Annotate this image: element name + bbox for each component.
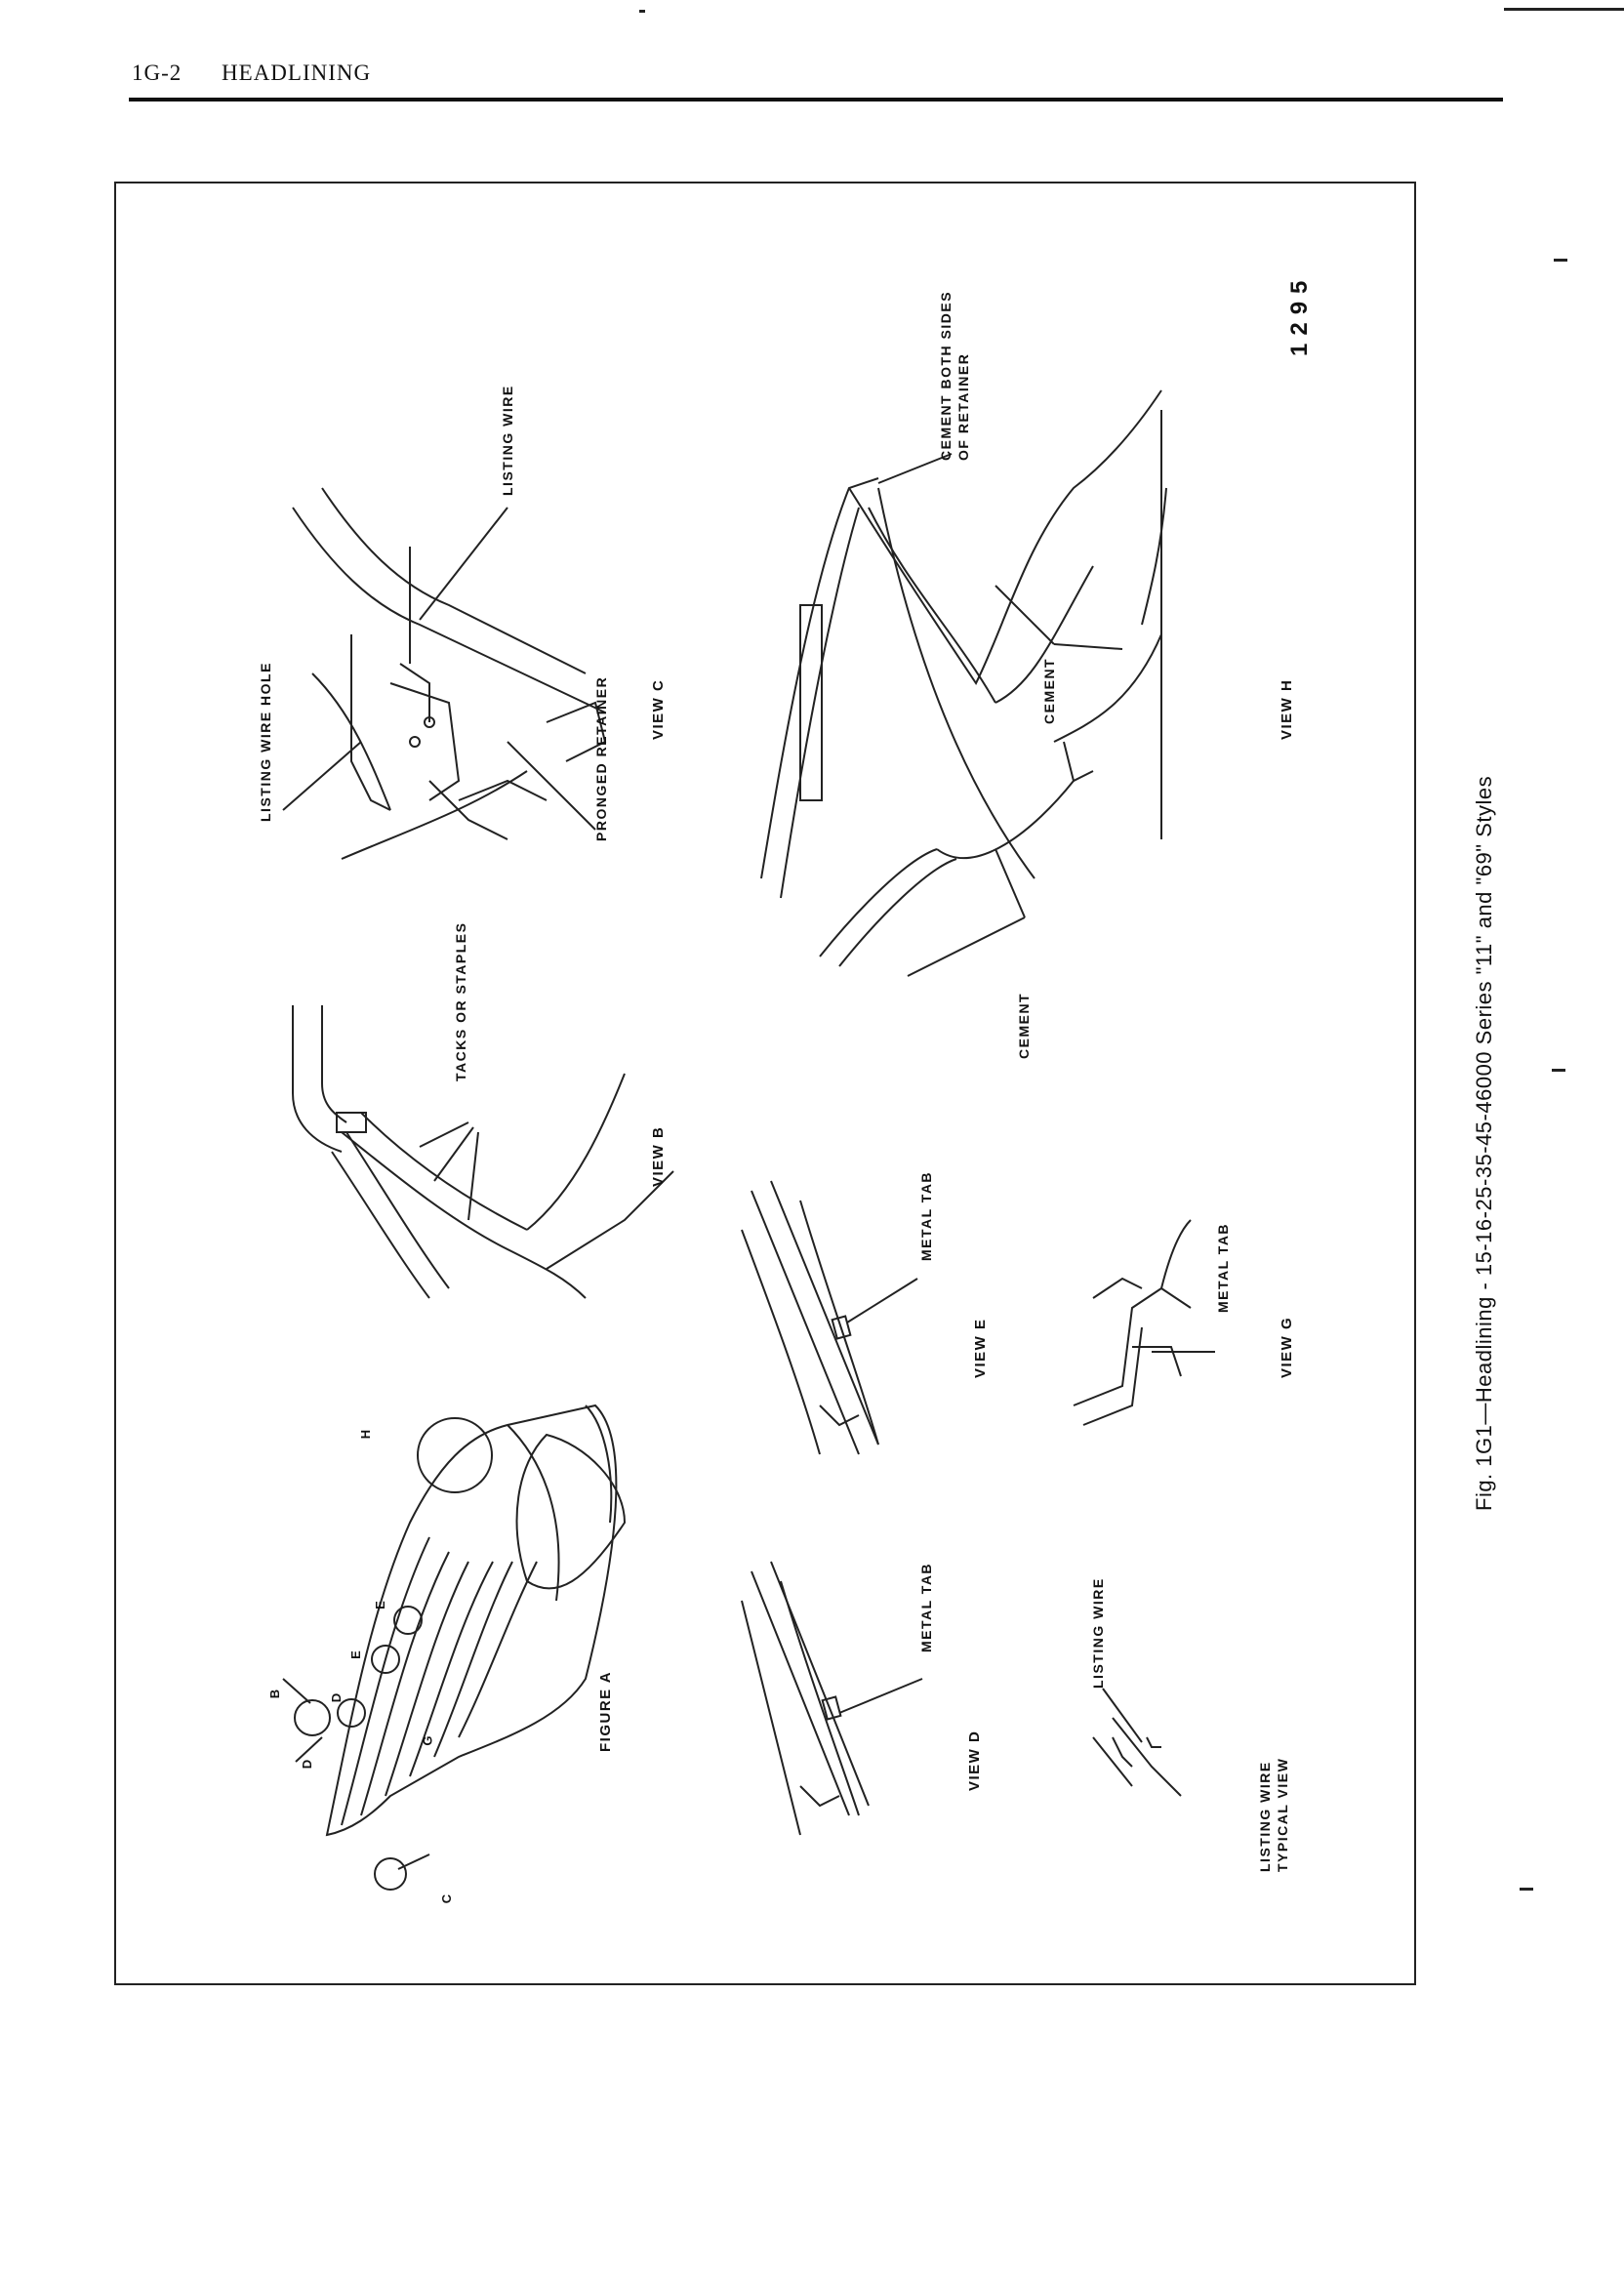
view-h-drawing: [761, 390, 1166, 976]
listing-wire-callout: LISTING WIRE: [500, 385, 515, 496]
figure-number: 1295: [1286, 272, 1313, 356]
figure-a-label: FIGURE A: [597, 1670, 614, 1752]
figure-a-letter-e: E: [372, 1601, 387, 1609]
listing-wire-callout: LISTING WIRE: [1090, 1577, 1106, 1689]
view-d-label: VIEW D: [966, 1730, 983, 1791]
view-c-drawing: [283, 488, 605, 859]
figure-a-letter-c: C: [439, 1893, 455, 1904]
view-b-label: VIEW B: [650, 1125, 667, 1187]
figure-a-letter-g: G: [420, 1735, 435, 1746]
view-e-label: VIEW E: [972, 1318, 989, 1378]
view-e-drawing: [742, 1181, 917, 1454]
metal-tab-callout: METAL TAB: [918, 1562, 934, 1652]
figure-a-letter-b: B: [267, 1689, 283, 1699]
metal-tab-callout: METAL TAB: [1215, 1222, 1231, 1313]
section-title: HEADLINING: [222, 61, 372, 85]
listing-wire-hole-callout: LISTING WIRE HOLE: [258, 662, 273, 822]
view-h-label: VIEW H: [1279, 678, 1295, 740]
section-number: 1G-2: [132, 61, 183, 85]
view-g-label: VIEW G: [1279, 1316, 1295, 1378]
cement-both-sides-callout: CEMENT BOTH SIDES OF RETAINER: [938, 290, 971, 461]
view-d-drawing: [742, 1562, 922, 1835]
view-c-label: VIEW C: [650, 678, 667, 740]
figure-a-letter-e: E: [347, 1650, 363, 1659]
listing-wire-typical-drawing: [1093, 1689, 1181, 1796]
cement-callout: CEMENT: [1016, 992, 1032, 1059]
figure-a-letter-d: D: [300, 1759, 315, 1770]
metal-tab-callout: METAL TAB: [918, 1170, 934, 1261]
listing-wire-typical-label: LISTING WIRE TYPICAL VIEW: [1257, 1757, 1290, 1872]
view-b-drawing: [293, 1005, 673, 1298]
figure-a-letter-h: H: [358, 1429, 374, 1440]
pronged-retainer-callout: PRONGED RETAINER: [593, 675, 609, 841]
figure-a-letter-d: D: [329, 1692, 345, 1703]
tacks-or-staples-callout: TACKS OR STAPLES: [453, 921, 468, 1081]
cement-callout: CEMENT: [1041, 657, 1057, 724]
view-g-drawing: [1074, 1220, 1215, 1425]
figure-caption: Fig. 1G1—Headlining - 15-16-25-35-45-46000 Series "11" and "69" Styles: [1472, 775, 1496, 1511]
figure-a-drawing: [283, 1405, 625, 1890]
